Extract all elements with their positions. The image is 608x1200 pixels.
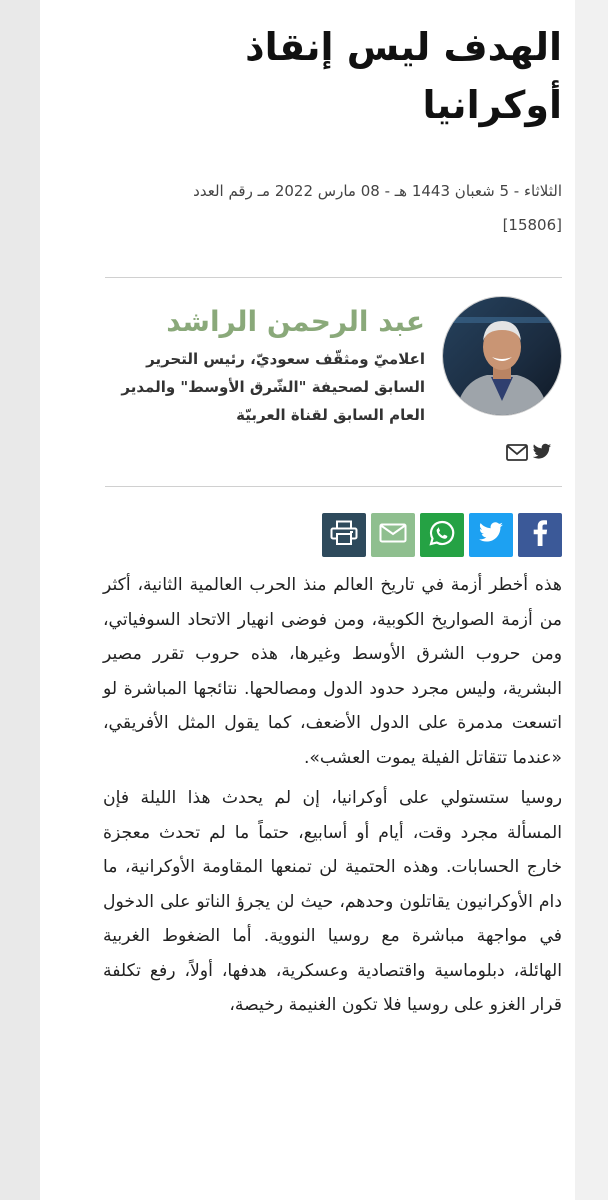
author-avatar[interactable] bbox=[442, 296, 562, 416]
scrollbar[interactable] bbox=[575, 0, 608, 1200]
email-share-button[interactable] bbox=[371, 513, 415, 557]
twitter-share-button[interactable] bbox=[469, 513, 513, 557]
facebook-share-button[interactable] bbox=[518, 513, 562, 557]
divider bbox=[105, 486, 562, 487]
email-icon bbox=[379, 523, 407, 547]
author-bio: اعلاميّ ومثقّف سعوديّ، رئيس التحرير السابق لصحيفة "الشّرق الأوسط" والمدير العام السابق لقناة العربيّة bbox=[121, 350, 425, 424]
article-meta bbox=[105, 174, 562, 242]
paragraph: روسيا ستستولي على أوكرانيا، إن لم يحدث هذا الليلة فإن المسألة مجرد وقت، أيام أو أسابيع، حتماً ما لم تحدث معجزة خارج الحسابات. وهذه الحتمية لن تمنعها المقاومة الأوكرانية، ما دام الأوكرانيون يقاتلون وحدهم، حيث لن يجرؤ الناتو على الدخول في مواجهة مباشرة مع روسيا النووية. أما الضغوط الغربية الهائلة، دبلوماسية واقتصادية وعسكرية، هدفها، أولاً، رفع تكلفة قرار الغزو على روسيا فلا تكون الغنيمة رخيصة، bbox=[103, 788, 562, 1015]
author-social-links bbox=[506, 442, 552, 466]
article-page bbox=[40, 0, 575, 1200]
twitter-icon[interactable] bbox=[532, 443, 552, 465]
article-title bbox=[105, 18, 562, 134]
print-icon bbox=[330, 520, 358, 550]
author-name[interactable]: عبد الرحمن الراشد bbox=[166, 305, 425, 338]
issue-number: [15806] bbox=[502, 216, 562, 234]
publish-date: الثلاثاء - 5 شعبان 1443 هـ - 08 مارس 2022 مـ رقم العدد bbox=[193, 182, 562, 200]
whatsapp-share-button[interactable] bbox=[420, 513, 464, 557]
article-body bbox=[103, 568, 562, 1029]
twitter-icon bbox=[478, 522, 504, 548]
title-line-2: أوكرانيا bbox=[422, 83, 562, 127]
title-line-1: الهدف ليس إنقاذ bbox=[245, 25, 562, 69]
paragraph: هذه أخطر أزمة في تاريخ العالم منذ الحرب العالمية الثانية، أكثر من أزمة الصواريخ الكوبية، ومن فوضى انهيار الاتحاد السوفياتي، ومن حروب الشرق الأوسط وغيرها، هذه حروب تقرر مصير البشرية، وليس مجرد حدود الدول ومصالحها. نتائجها المباشرة لو اتسعت مدمرة على الدول الأضعف، كما يقول المثل الأفريقي، «عندما تتقاتل الفيلة يموت العشب». bbox=[103, 575, 562, 768]
print-button[interactable] bbox=[322, 513, 366, 557]
divider bbox=[105, 277, 562, 278]
facebook-icon bbox=[532, 520, 548, 550]
whatsapp-icon bbox=[428, 519, 456, 551]
email-icon[interactable] bbox=[506, 444, 528, 465]
share-toolbar bbox=[322, 513, 562, 557]
